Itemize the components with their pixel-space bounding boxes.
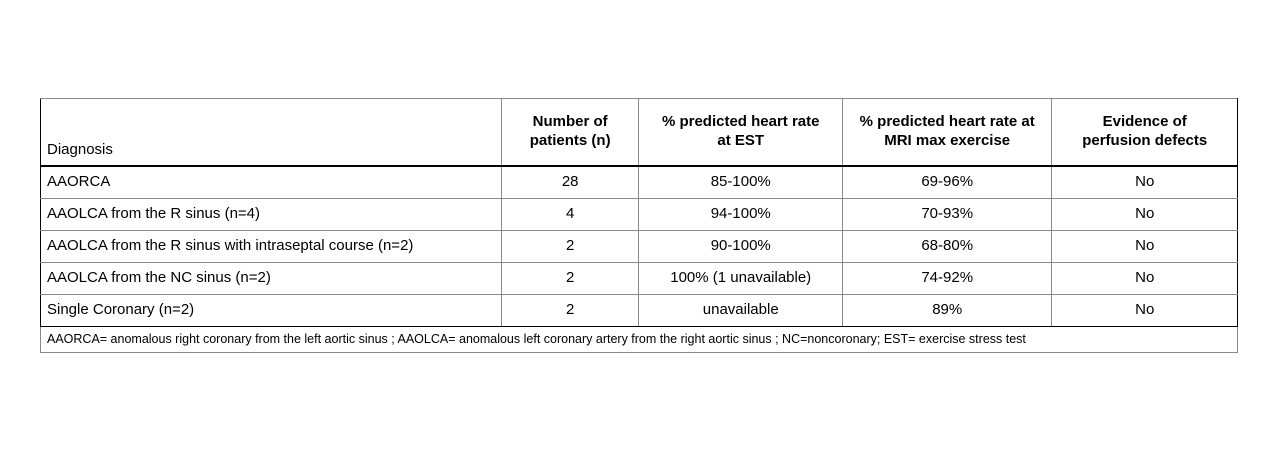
cell-hr-est: 85-100% — [639, 166, 842, 199]
table-row — [41, 263, 1238, 295]
cell-diagnosis: Single Coronary (n=2) — [41, 295, 502, 327]
table-header — [41, 99, 1238, 167]
results-table — [40, 98, 1238, 327]
cell-perfusion: No — [1052, 199, 1238, 231]
table-row — [41, 295, 1238, 327]
column-header-diagnosis-label: Diagnosis — [47, 141, 113, 159]
cell-diagnosis: AAOLCA from the R sinus with intraseptal course (n=2) — [41, 231, 502, 263]
cell-hr-mri: 89% — [842, 295, 1051, 327]
column-header-perfusion-defects-line2: perfusion defects — [1082, 132, 1208, 149]
cell-patients: 2 — [501, 295, 639, 327]
cell-patients: 2 — [501, 263, 639, 295]
column-header-number-of-patients-line1: Number of — [532, 113, 608, 131]
cell-perfusion: No — [1052, 166, 1238, 199]
cell-diagnosis: AAOLCA from the NC sinus (n=2) — [41, 263, 502, 295]
cell-hr-mri: 74-92% — [842, 263, 1051, 295]
cell-hr-mri: 68-80% — [842, 231, 1051, 263]
cell-diagnosis: AAORCA — [41, 166, 502, 199]
column-header-perfusion-defects-line1: Evidence of — [1102, 113, 1187, 131]
column-header-hr-est — [639, 99, 842, 167]
cell-diagnosis: AAOLCA from the R sinus (n=4) — [41, 199, 502, 231]
table-row — [41, 199, 1238, 231]
column-header-hr-mri — [842, 99, 1051, 167]
results-table-container — [40, 98, 1238, 353]
cell-hr-est: 90-100% — [639, 231, 842, 263]
column-header-hr-mri-line1: % predicted heart rate at — [859, 113, 1035, 131]
cell-hr-est: unavailable — [639, 295, 842, 327]
cell-hr-mri: 69-96% — [842, 166, 1051, 199]
cell-perfusion: No — [1052, 295, 1238, 327]
cell-patients: 28 — [501, 166, 639, 199]
column-header-number-of-patients-line2: patients (n) — [529, 132, 611, 149]
column-header-hr-est-line2: at EST — [717, 132, 765, 149]
column-header-hr-mri-line2: MRI max exercise — [884, 132, 1011, 149]
column-header-diagnosis — [41, 99, 502, 167]
cell-perfusion: No — [1052, 231, 1238, 263]
cell-perfusion: No — [1052, 263, 1238, 295]
cell-patients: 4 — [501, 199, 639, 231]
table-body — [41, 166, 1238, 327]
table-header-row — [41, 99, 1238, 167]
column-header-hr-est-line1: % predicted heart rate — [661, 113, 820, 131]
table-footnote: AAORCA= anomalous right coronary from the left aortic sinus ; AAOLCA= anomalous left coronary artery from the right aortic sinus ; NC=noncoronary; EST= exercise stress test — [40, 327, 1238, 353]
cell-hr-est: 100% (1 unavailable) — [639, 263, 842, 295]
cell-hr-mri: 70-93% — [842, 199, 1051, 231]
table-row — [41, 166, 1238, 199]
column-header-perfusion-defects — [1052, 99, 1238, 167]
table-row — [41, 231, 1238, 263]
cell-patients: 2 — [501, 231, 639, 263]
column-header-number-of-patients — [501, 99, 639, 167]
cell-hr-est: 94-100% — [639, 199, 842, 231]
